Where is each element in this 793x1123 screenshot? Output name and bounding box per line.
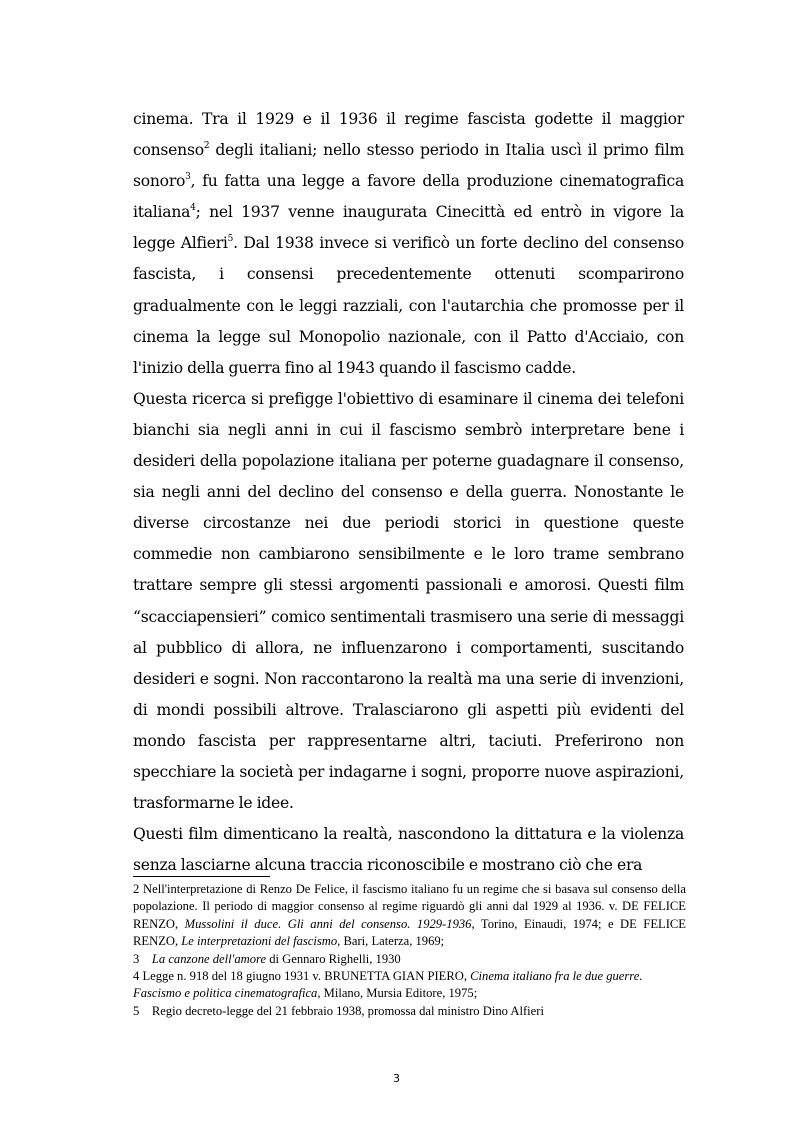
- footnote-ref-2: 2: [203, 141, 210, 152]
- footnote-2-text: Bari, Laterza, 1969;: [340, 934, 445, 949]
- footnote-5-text: Regio decreto-legge del 21 febbraio 1938, promossa dal ministro Dino Alfieri: [151, 1003, 544, 1018]
- footnote-ref-4: 4: [190, 203, 196, 214]
- paragraph-1: [133, 104, 684, 384]
- footnote-ref-3: 3: [185, 172, 191, 183]
- footnote-2-text: Torino, Einaudi, 1974; e DE FELICE RENZO,: [133, 916, 686, 949]
- footnote-2-book-title: Mussolini il duce. Gli anni del consenso. 1929-1936,: [184, 916, 475, 931]
- footnote-3: [133, 951, 686, 968]
- footnote-2-book-title: Le interpretazioni del fascismo,: [181, 934, 341, 949]
- footnote-2-text: 2 Nell'interpretazione di Renzo De Felice, il fascismo italiano fu un regime che si basava sul consenso della popolazione. Il periodo di maggior consenso al regime riguardò gli anni dal 1929 al 1936. v. DE FELICE RENZO,: [133, 882, 686, 931]
- paragraph-3: Questi film dimenticano la realtà, nascondono la dittatura e la violenza senza lasciarne alcuna traccia riconoscibile e mostrano ciò che era: [133, 825, 684, 875]
- footnote-4: [133, 968, 686, 1003]
- footnote-2: [133, 881, 686, 951]
- page-number: 3: [393, 1072, 400, 1085]
- footnote-3-text: di Gennaro Righelli, 1930: [266, 951, 401, 966]
- footnote-3-number: 3: [133, 951, 140, 966]
- body-text: [133, 104, 684, 881]
- footnote-5: [133, 1003, 686, 1020]
- footnote-ref-5: 5: [227, 234, 234, 245]
- paragraph-1-text: . Dal 1938 invece si verificò un forte declino del consenso fascista, i consensi precedentemente ottenuti scomparirono gradualmente con le leggi razziali, con l'autarchia che promosse per il cinema la legge sul Monopolio nazionale, con il Patto d'Acciaio, con l'inizio della guerra fino al 1943 quando il fascismo cadde.: [133, 234, 685, 377]
- footnote-3-film-title: La canzone dell'amore: [151, 951, 267, 966]
- footnotes: [133, 881, 686, 1020]
- paragraph-1-text: degli italiani; nello stesso periodo in Italia uscì il primo film sonoro: [133, 141, 684, 191]
- footnote-5-number: 5: [133, 1003, 140, 1018]
- footnote-4-text: Milano, Mursia Editore, 1975;: [320, 986, 478, 1001]
- footnote-4-text: 4 Legge n. 918 del 18 giugno 1931 v. BRUNETTA GIAN PIERO,: [133, 969, 471, 984]
- paragraph-1-text: , fu fatta una legge a favore della produzione cinematografica italiana: [133, 172, 684, 222]
- paragraph-2: Questa ricerca si prefigge l'obiettivo di esaminare il cinema dei telefoni bianchi sia negli anni in cui il fascismo sembrò interpretare bene i desideri della popolazione italiana per poterne guadagnare il consenso, sia negli anni del declino del consenso e della guerra. Nonostante le diverse circostanze nei due periodi storici in questione queste commedie non cambiarono sensibilmente e le loro trame sembrano trattare sempre gli stessi argomenti passionali e amorosi. Questi film “scacciapensieri” comico sentimentali trasmisero una serie di messaggi al pubblico di allora, ne influenzarono i comportamenti, suscitando desideri e sogni. Non raccontarono la realtà ma una serie di invenzioni, di mondi possibili altrove. Tralasciarono gli aspetti più evidenti del mondo fascista per rappresentarne altri, taciuti. Preferirono non specchiare la società per indagarne i sogni, proporre nuove aspirazioni, trasformarne le idee.: [133, 389, 684, 813]
- paragraph-1-text: cinema. Tra il 1929 e il 1936 il regime fascista godette il maggior consenso: [133, 110, 684, 160]
- footnote-4-book-title: Cinema italiano fra le due guerre. Fascismo e politica cinematografica,: [133, 969, 643, 1001]
- footnote-separator: [133, 876, 270, 877]
- paragraph-1-text: ; nel 1937 venne inaugurata Cinecittà ed entrò in vigore la legge Alfieri: [133, 203, 684, 253]
